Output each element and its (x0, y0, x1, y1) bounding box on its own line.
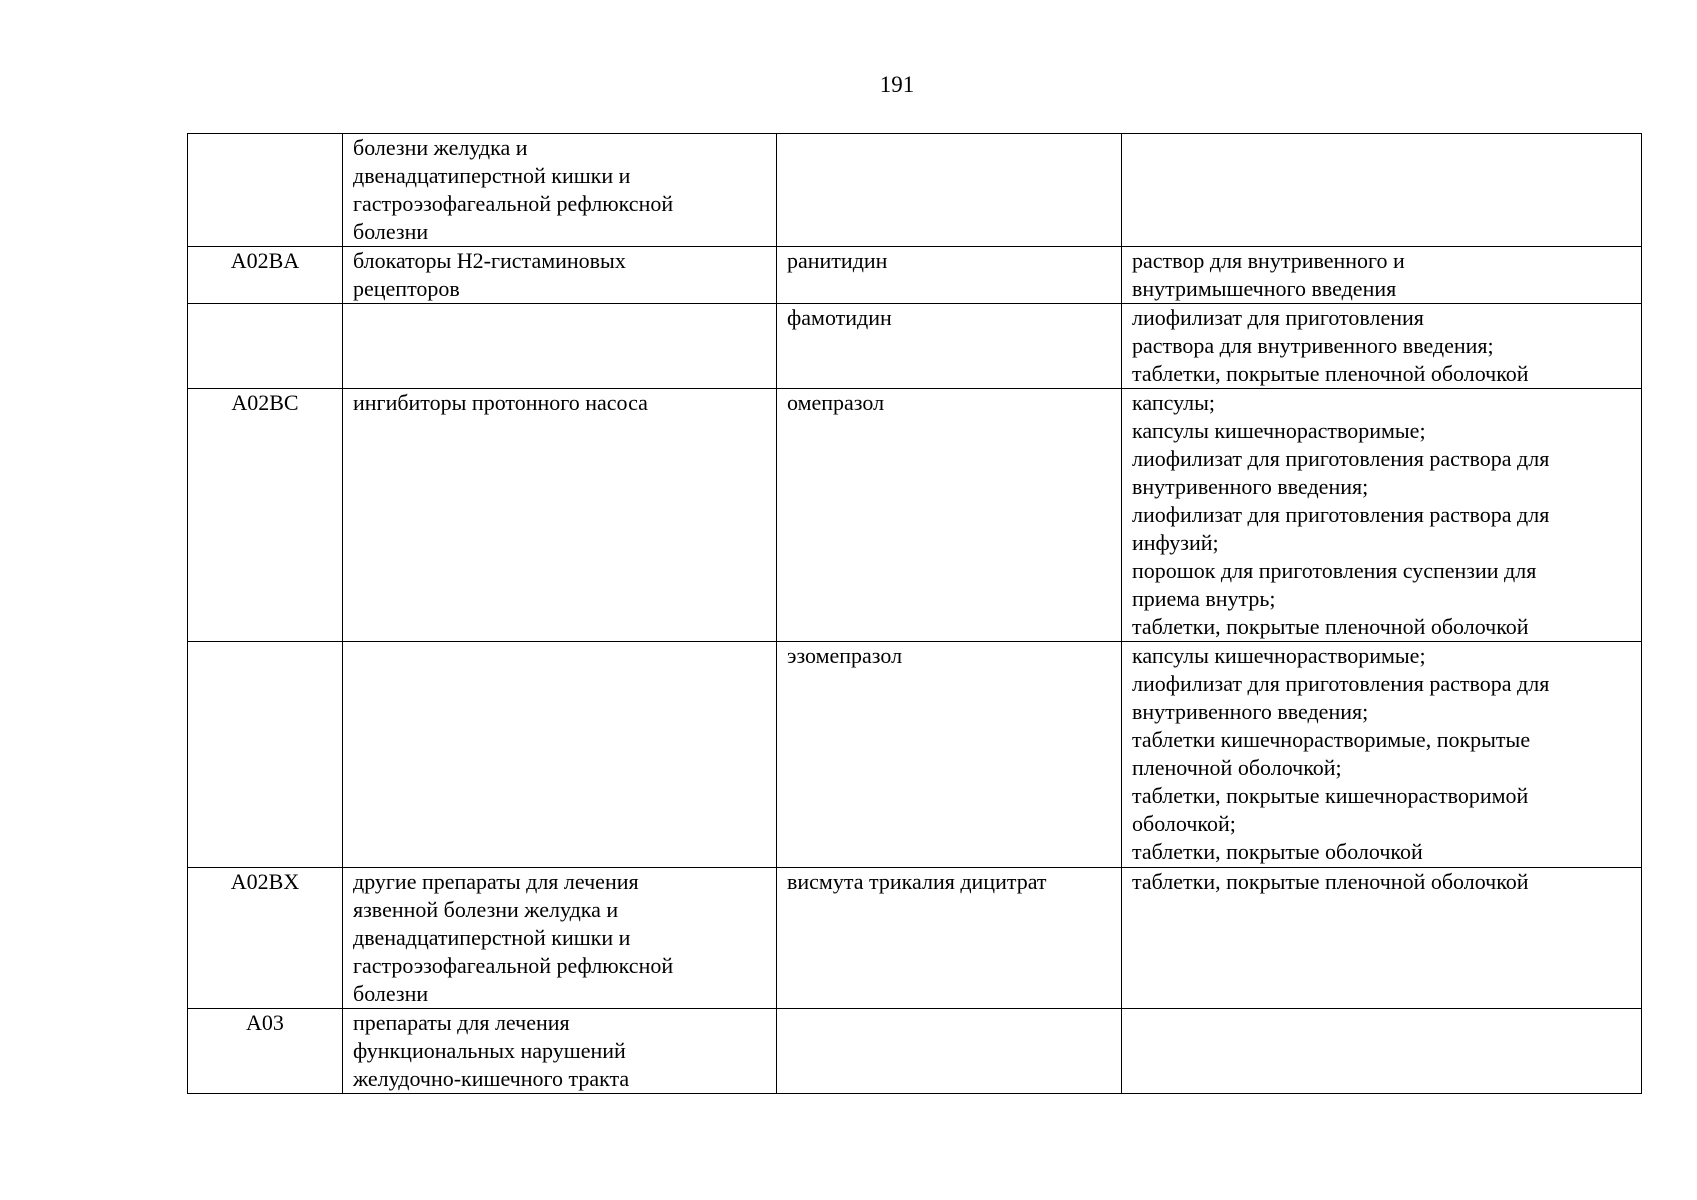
dosage-forms-cell: таблетки, покрытые пленочной оболочкой (1122, 868, 1642, 1009)
dosage-forms-cell (1122, 134, 1642, 247)
pharmacological-group-cell: другие препараты для лечения язвенной болезни желудка и двенадцатиперстной кишки и гастроэзофагеальной рефлюксной болезни (343, 868, 777, 1009)
table-row (188, 304, 1642, 389)
drug-name-cell: фамотидин (777, 304, 1122, 389)
drug-name-cell (777, 1009, 1122, 1094)
dosage-forms-cell (1122, 1009, 1642, 1094)
atc-code-cell: A02BC (188, 389, 343, 642)
pharmacological-group-cell: препараты для лечения функциональных нарушений желудочно-кишечного тракта (343, 1009, 777, 1094)
dosage-forms-cell: капсулы кишечнорастворимые; лиофилизат для приготовления раствора для внутривенного введения; таблетки кишечнорастворимые, покрытые пленочной оболочкой; таблетки, покрытые кишечнорастворимой оболочкой; таблетки, покрытые оболочкой (1122, 642, 1642, 868)
pharmacological-group-cell: болезни желудка и двенадцатиперстной кишки и гастроэзофагеальной рефлюксной болезни (343, 134, 777, 247)
dosage-forms-cell: раствор для внутривенного и внутримышечного введения (1122, 247, 1642, 304)
table-row (188, 868, 1642, 1009)
table-row (188, 389, 1642, 642)
atc-code-cell (188, 642, 343, 868)
atc-code-cell: A02BX (188, 868, 343, 1009)
dosage-forms-cell: капсулы; капсулы кишечнорастворимые; лиофилизат для приготовления раствора для внутривенного введения; лиофилизат для приготовления раствора для инфузий; порошок для приготовления суспензии для приема внутрь; таблетки, покрытые пленочной оболочкой (1122, 389, 1642, 642)
atc-code-cell (188, 134, 343, 247)
page-number: 191 (879, 72, 915, 97)
pharmacological-group-cell: ингибиторы протонного насоса (343, 389, 777, 642)
drug-list-table (187, 133, 1642, 1094)
pharmacological-group-cell: блокаторы Н2-гистаминовых рецепторов (343, 247, 777, 304)
drug-name-cell: омепразол (777, 389, 1122, 642)
table-row (188, 134, 1642, 247)
dosage-forms-cell: лиофилизат для приготовления раствора для внутривенного введения; таблетки, покрытые пленочной оболочкой (1122, 304, 1642, 389)
pharmacological-group-cell (343, 642, 777, 868)
drug-name-cell (777, 134, 1122, 247)
atc-code-cell: A03 (188, 1009, 343, 1094)
drug-name-cell: висмута трикалия дицитрат (777, 868, 1122, 1009)
drug-name-cell: эзомепразол (777, 642, 1122, 868)
drug-name-cell: ранитидин (777, 247, 1122, 304)
table-row (188, 642, 1642, 868)
atc-code-cell (188, 304, 343, 389)
atc-code-cell: A02BA (188, 247, 343, 304)
pharmacological-group-cell (343, 304, 777, 389)
table-row (188, 247, 1642, 304)
table-body (188, 134, 1642, 1094)
table-row (188, 1009, 1642, 1094)
